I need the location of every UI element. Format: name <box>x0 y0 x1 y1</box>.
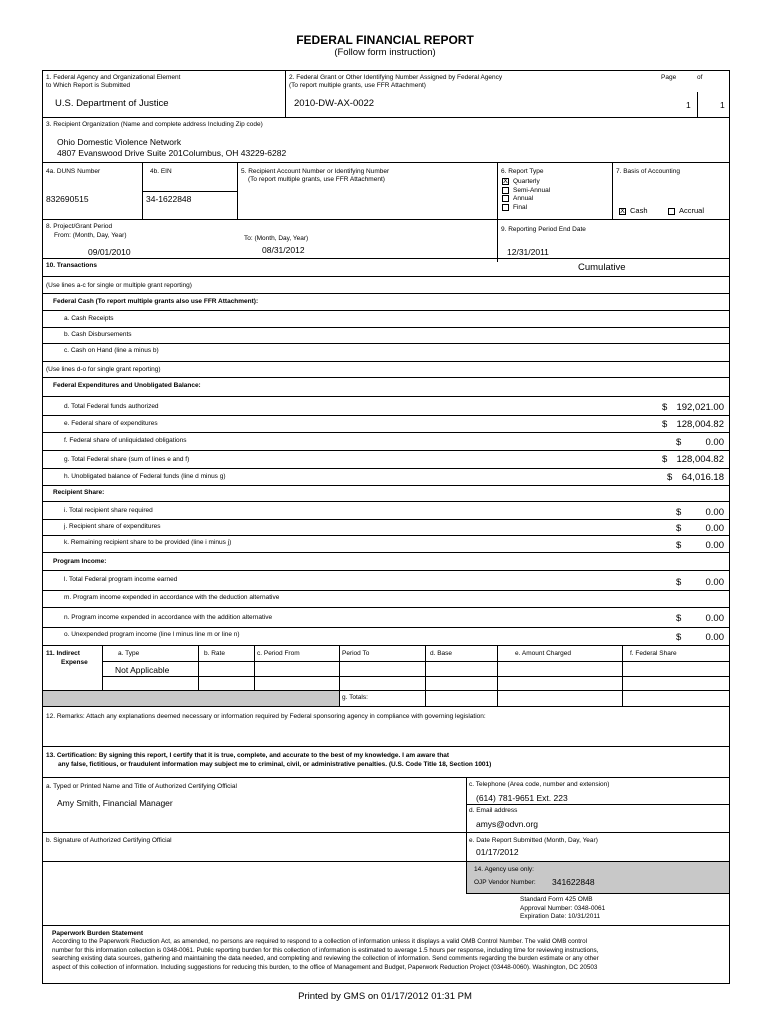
line-j-amount[interactable]: 0.00 <box>705 523 724 534</box>
page-value[interactable]: 1 <box>686 100 691 110</box>
line-h-amount[interactable]: 64,016.18 <box>681 472 724 483</box>
box5-label-l2: (To report multiple grants, use FFR Attachment) <box>248 176 385 183</box>
printed-footer: Printed by GMS on 01/17/2012 01:31 PM <box>298 991 472 1002</box>
indirect-label-l1: 11. Indirect <box>46 650 80 657</box>
line-f-amount[interactable]: 0.00 <box>705 437 724 448</box>
cumulative-label: Cumulative <box>578 262 626 273</box>
box5-label-l1: 5. Recipient Account Number or Identifying Number <box>241 168 390 175</box>
line-g-amount[interactable]: 128,004.82 <box>676 454 724 465</box>
of-label: of <box>697 74 703 81</box>
certifier-name-label: a. Typed or Printed Name and Title of Authorized Certifying Official <box>46 783 237 790</box>
form-title: FEDERAL FINANCIAL REPORT <box>296 33 474 47</box>
col-period-from: c. Period From <box>257 650 300 657</box>
telephone-value[interactable]: (614) 781-9651 Ext. 223 <box>476 793 568 803</box>
line-d-amount[interactable]: 192,021.00 <box>676 402 724 413</box>
recipient-share-heading: Recipient Share: <box>53 489 105 496</box>
line-k-currency: $ <box>676 540 682 551</box>
accrual-checkbox[interactable] <box>668 208 675 215</box>
col-amount-charged: e. Amount Charged <box>515 650 572 657</box>
grant-number-value[interactable]: 2010-DW-AX-0022 <box>294 98 375 109</box>
page-label: Page <box>661 74 677 81</box>
report-type-semiannual[interactable]: Semi-Annual <box>502 187 550 196</box>
certification-l2: any false, fictitious, or fraudulent information may subject me to criminal, civil, or administrative penalties. (U.S. Code Title 18, Section 1001) <box>58 761 492 768</box>
line-g-label: g. Total Federal share (sum of lines e and f) <box>64 456 190 463</box>
agency-use-label: 14. Agency use only: <box>474 866 534 873</box>
burden-l4: aspect of this collection of information. Including suggestions for reducing this burden, to the office of Management and Budget, Paperwork Reduction Project (03448-0060). Washington, DC 20503 <box>52 963 598 971</box>
transactions-label: 10. Transactions <box>46 262 97 269</box>
certifier-name-value[interactable]: Amy Smith, Financial Manager <box>57 798 173 808</box>
note-ac: (Use lines a-c for single or multiple grant reporting) <box>46 282 192 289</box>
totals-shaded-area <box>43 690 339 706</box>
line-a-label: a. Cash Receipts <box>64 315 114 322</box>
box1-label-l1: 1. Federal Agency and Organizational Element <box>46 74 181 81</box>
line-n-label: n. Program income expended in accordance with the addition alternative <box>64 614 273 621</box>
federal-cash-heading: Federal Cash (To report multiple grants also use FFR Attachment): <box>53 298 259 305</box>
annual-checkbox[interactable] <box>502 195 509 202</box>
report-type-final[interactable]: Final <box>502 204 550 213</box>
line-o-label: o. Unexpended program income (line l minus line m or line n) <box>64 631 240 638</box>
basis-cash[interactable]: X Cash <box>620 206 648 215</box>
line-n-amount[interactable]: 0.00 <box>705 613 724 624</box>
expenditures-heading: Federal Expenditures and Unobligated Balance: <box>53 382 201 389</box>
report-type-options <box>502 178 550 213</box>
box2-label-l2: (To report multiple grants, use FFR Attachment) <box>289 82 426 89</box>
line-f-label: f. Federal share of unliquidated obligations <box>64 437 187 444</box>
burden-l3: searching existing data sources, gathering and maintaining the data needed, and completing and reviewing the collection of information. Send comments regarding the burden estimate or any other <box>52 955 599 962</box>
period-end-label: 9. Reporting Period End Date <box>501 226 586 233</box>
line-m-label: m. Program income expended in accordance with the deduction alternative <box>64 594 280 601</box>
of-value[interactable]: 1 <box>720 100 725 110</box>
email-value[interactable]: amys@odvn.org <box>476 819 539 829</box>
report-type-annual[interactable]: Annual <box>502 195 550 204</box>
vendor-number-label: OJP Vendor Number: <box>474 879 536 886</box>
cash-checkbox[interactable]: X <box>620 207 625 215</box>
line-h-currency: $ <box>667 472 673 483</box>
basis-label: 7. Basis of Accounting <box>616 168 680 175</box>
indirect-type-value[interactable]: Not Applicable <box>115 665 170 675</box>
line-e-currency: $ <box>662 419 668 430</box>
line-o-currency: $ <box>676 632 682 643</box>
box2-label-l1: 2. Federal Grant or Other Identifying Number Assigned by Federal Agency <box>289 74 503 81</box>
line-l-label: l. Total Federal program income earned <box>64 576 178 583</box>
form-info-l1: Standard Form 425 OMB <box>520 896 593 903</box>
signature-label: b. Signature of Authorized Certifying Official <box>46 837 172 844</box>
line-o-amount[interactable]: 0.00 <box>705 632 724 643</box>
burden-title: Paperwork Burden Statement <box>52 930 144 937</box>
note-do: (Use lines d-o for single grant reporting) <box>46 366 161 373</box>
date-submitted-value[interactable]: 01/17/2012 <box>476 847 519 857</box>
col-period-to: Period To <box>342 650 370 657</box>
line-i-label: i. Total recipient share required <box>64 507 153 514</box>
line-j-label: j. Recipient share of expenditures <box>64 523 161 530</box>
period-end-value[interactable]: 12/31/2011 <box>507 247 549 257</box>
col-federal-share: f. Federal Share <box>630 650 677 657</box>
totals-label: g. Totals: <box>342 694 368 701</box>
form-info <box>520 896 605 922</box>
to-label: To: (Month, Day, Year) <box>244 235 309 242</box>
col-type: a. Type <box>118 650 140 657</box>
duns-label: 4a. DUNS Number <box>46 168 101 175</box>
burden-l2: number for this information collection is 0348-0061. Public reporting burden for this collection of information is estimated to average 1.5 hours per response, including time for reviewing instructions, <box>52 946 599 954</box>
email-label: d. Email address <box>469 807 518 814</box>
line-l-currency: $ <box>676 577 682 588</box>
semiannual-checkbox[interactable] <box>502 187 509 194</box>
telephone-label: c. Telephone (Area code, number and extension) <box>469 781 610 788</box>
line-l-amount[interactable]: 0.00 <box>705 577 724 588</box>
indirect-label-l2: Expense <box>61 659 88 666</box>
line-n-currency: $ <box>676 613 682 624</box>
form-info-l2: Approval Number: 0348-0061 <box>520 904 606 912</box>
program-income-heading: Program Income: <box>53 558 107 565</box>
line-b-label: b. Cash Disbursements <box>64 331 132 338</box>
line-e-amount[interactable]: 128,004.82 <box>676 419 724 430</box>
form-info-l3: Expiration Date: 10/31/2011 <box>520 913 601 920</box>
from-label: From: (Month, Day, Year) <box>54 232 127 239</box>
to-value[interactable]: 08/31/2012 <box>262 245 305 255</box>
basis-accrual[interactable]: Accrual <box>668 206 704 215</box>
line-k-label: k. Remaining recipient share to be provided (line i minus j) <box>64 539 232 546</box>
box1-label-l2: to Which Report is Submitted <box>46 82 131 89</box>
recipient-name[interactable]: Ohio Domestic Violence Network <box>57 137 182 147</box>
final-checkbox[interactable] <box>502 204 509 211</box>
line-d-currency: $ <box>662 402 668 413</box>
certification-l1: 13. Certification: By signing this report, I certify that it is true, complete, and accurate to the best of my knowledge. I am aware that <box>46 752 450 759</box>
burden-text <box>52 938 724 972</box>
line-g-currency: $ <box>662 454 668 465</box>
remarks-label: 12. Remarks: Attach any explanations deemed necessary or information required by Federal sponsoring agency in compliance with governing legislation: <box>46 713 486 720</box>
quarterly-checkbox[interactable]: X <box>503 178 508 185</box>
report-type-quarterly[interactable]: X Quarterly <box>503 178 540 186</box>
line-i-amount[interactable]: 0.00 <box>705 507 724 518</box>
report-type-label: 6. Report Type <box>501 168 544 175</box>
line-e-label: e. Federal share of expenditures <box>64 420 158 427</box>
ein-label: 4b. EIN <box>150 168 172 175</box>
form-subtitle: (Follow form instruction) <box>334 47 436 58</box>
date-submitted-label: e. Date Report Submitted (Month, Day, Year) <box>469 837 598 844</box>
line-d-label: d. Total Federal funds authorized <box>64 403 159 410</box>
line-c-label: c. Cash on Hand (line a minus b) <box>64 347 159 354</box>
line-k-amount[interactable]: 0.00 <box>705 540 724 551</box>
agency-value[interactable]: U.S. Department of Justice <box>55 98 169 109</box>
from-value[interactable]: 09/01/2010 <box>88 247 131 257</box>
recipient-address[interactable]: 4807 Evanswood Drive Suite 201Columbus, OH 43229-6282 <box>57 148 287 158</box>
line-f-currency: $ <box>676 437 682 448</box>
line-i-currency: $ <box>676 507 682 518</box>
col-rate: b. Rate <box>204 650 225 657</box>
project-period-label: 8. Project/Grant Period <box>46 223 113 230</box>
box3-label: 3. Recipient Organization (Name and complete address Including Zip code) <box>46 121 263 128</box>
duns-value[interactable]: 832690515 <box>46 194 89 204</box>
line-j-currency: $ <box>676 523 682 534</box>
col-base: d. Base <box>430 650 453 657</box>
burden-l1: According to the Paperwork Reduction Act, as amended, no persons are required to respond to a collection of information unless it displays a valid OMB Control Number. The valid OMB control <box>52 938 588 945</box>
line-h-label: h. Unobligated balance of Federal funds (line d minus g) <box>64 473 226 480</box>
vendor-number-value[interactable]: 341622848 <box>552 877 595 887</box>
ein-value[interactable]: 34-1622848 <box>146 194 192 204</box>
